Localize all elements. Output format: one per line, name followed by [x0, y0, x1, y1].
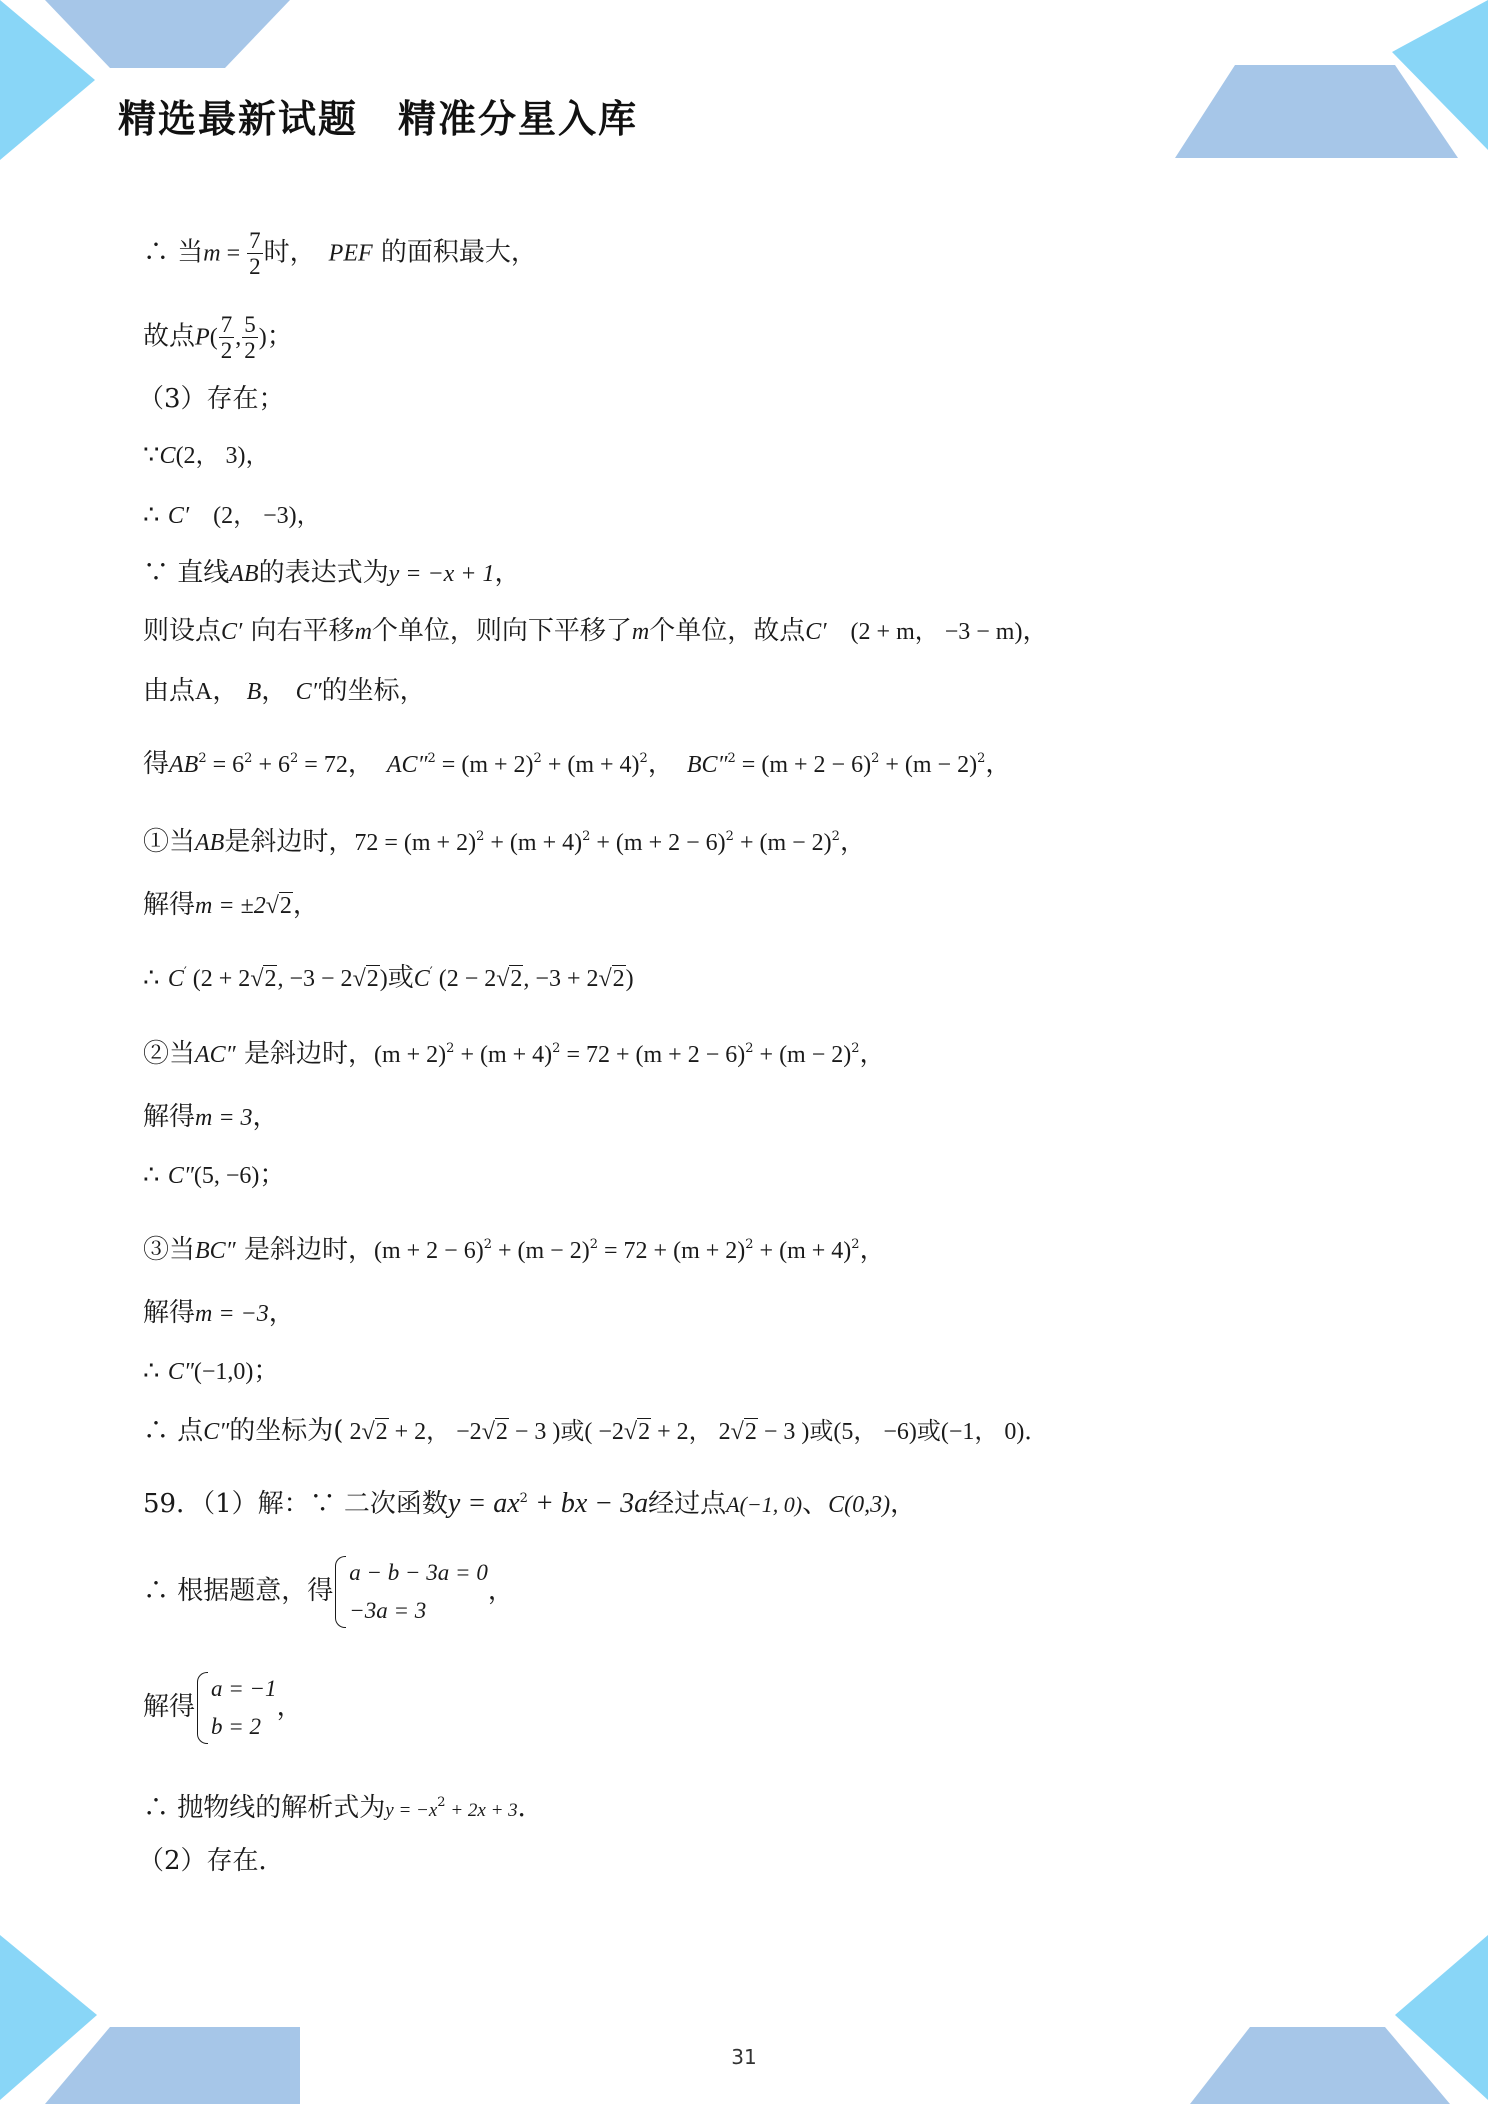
- solution-line-15: ∴ C″(5, −6)；: [143, 1160, 286, 1190]
- fraction: $\frac{5}{2}$: [244, 312, 256, 363]
- solution-line-13: ②当AC″ 是斜边时，$(m + 2)^2 + (m + 4)^2 = 72 + (m + 2 - 6)^2 + (m - 2)^2$，: [143, 1039, 886, 1069]
- solution-line-21: ∴ 根据题意，得 a − b − 3a = 0 −3a = 3 ，: [143, 1554, 514, 1630]
- sqrt-expression: √2: [265, 893, 292, 919]
- sqrt-expression: √2: [250, 966, 277, 992]
- equation-system: a − b − 3a = 0 −3a = 3: [335, 1554, 488, 1630]
- solution-line-12: ∴ C′ (2 + 2√2, −3 − 2√2)或C′ (2 − 2√2, −3 + 2√2): [143, 956, 634, 996]
- solution-line-8: 由点A， B， C″的坐标，: [143, 676, 426, 706]
- sqrt-expression: √2: [623, 1419, 651, 1445]
- solution-line-9: 得$AB^2 = 6^2 + 6^2 = 72$， $AC''^2 = (m + 2)^2 + (m + 4)^2$， $BC''^2 = (m + 2 - 6)^2 + (m - 2)^2$，: [143, 749, 1012, 779]
- page-number: 31: [731, 2045, 757, 2069]
- sqrt-expression: √2: [361, 1419, 388, 1445]
- fraction: $\frac{7}{2}$: [220, 312, 233, 363]
- solution-line-2: 故点P( $\frac{7}{2}$ , $\frac{5}{2}$ )；: [143, 312, 293, 363]
- solution-line-22: 解得 a = −1 b = 2 ，: [143, 1670, 303, 1746]
- solution-line-23: ∴ 抛物线的解析式为$y = -x^2 + 2x + 3$．: [143, 1793, 544, 1823]
- solution-line-11: 解得m = ±2√2，: [143, 888, 319, 923]
- top-left-trapezoid: [45, 0, 290, 68]
- solution-line-16: ③当BC″ 是斜边时，$(m + 2 - 6)^2 + (m - 2)^2 = 72 + (m + 2)^2 + (m + 4)^2$，: [143, 1235, 886, 1265]
- sqrt-expression: √2: [598, 966, 625, 992]
- solution-line-24: （2）存在．: [138, 1846, 285, 1876]
- solution-line-1: ∴ 当m = $\frac{7}{2}$ 时， PEF 的面积最大，: [143, 228, 537, 279]
- sqrt-expression: √2: [481, 1419, 508, 1445]
- fraction: $\frac{7}{2}$: [249, 228, 261, 279]
- sqrt-expression: √2: [496, 966, 523, 992]
- solution-line-10: ①当AB是斜边时，$72 = (m + 2)^2 + (m + 4)^2 + (m + 2 - 6)^2 + (m - 2)^2$，: [143, 827, 866, 857]
- sqrt-expression: √2: [352, 966, 379, 992]
- top-right-trapezoid: [1175, 65, 1458, 158]
- solution-line-4: ∵C(2， 3)，: [143, 440, 270, 470]
- solution-line-3: （3）存在；: [138, 384, 285, 414]
- brace-icon: [197, 1672, 208, 1744]
- solution-line-17: 解得m = −3，: [143, 1298, 295, 1328]
- solution-line-5: ∴ C′ (2， −3)，: [143, 500, 321, 530]
- solution-line-7: 则设点C′ 向右平移m个单位，则向下平移了m个单位，故点C′ (2 + m， −3 − m)，: [143, 616, 1049, 646]
- solution-line-6: ∵ 直线AB的表达式为y = −x + 1，: [143, 558, 521, 588]
- brace-icon: [335, 1556, 346, 1628]
- solution-line-19: ∴ 点C″的坐标为( 2√2 + 2， −2√2 − 3 )或( −2√2 + 2， 2√2 − 3 )或(5， −6)或(−1， 0)．: [143, 1414, 1048, 1449]
- solution-line-20: 59．（1）解：∵ 二次函数$y = ax^2$ + bx − 3a经过点A(−1, 0)、C(0,3)，: [143, 1488, 917, 1519]
- sqrt-expression: √2: [730, 1419, 757, 1445]
- solution-line-14: 解得m = 3，: [143, 1102, 279, 1132]
- equation-system: a = −1 b = 2: [197, 1670, 277, 1746]
- solution-line-18: ∴ C″(−1,0)；: [143, 1356, 280, 1386]
- header-title: 精选最新试题 精准分星入库: [118, 97, 639, 141]
